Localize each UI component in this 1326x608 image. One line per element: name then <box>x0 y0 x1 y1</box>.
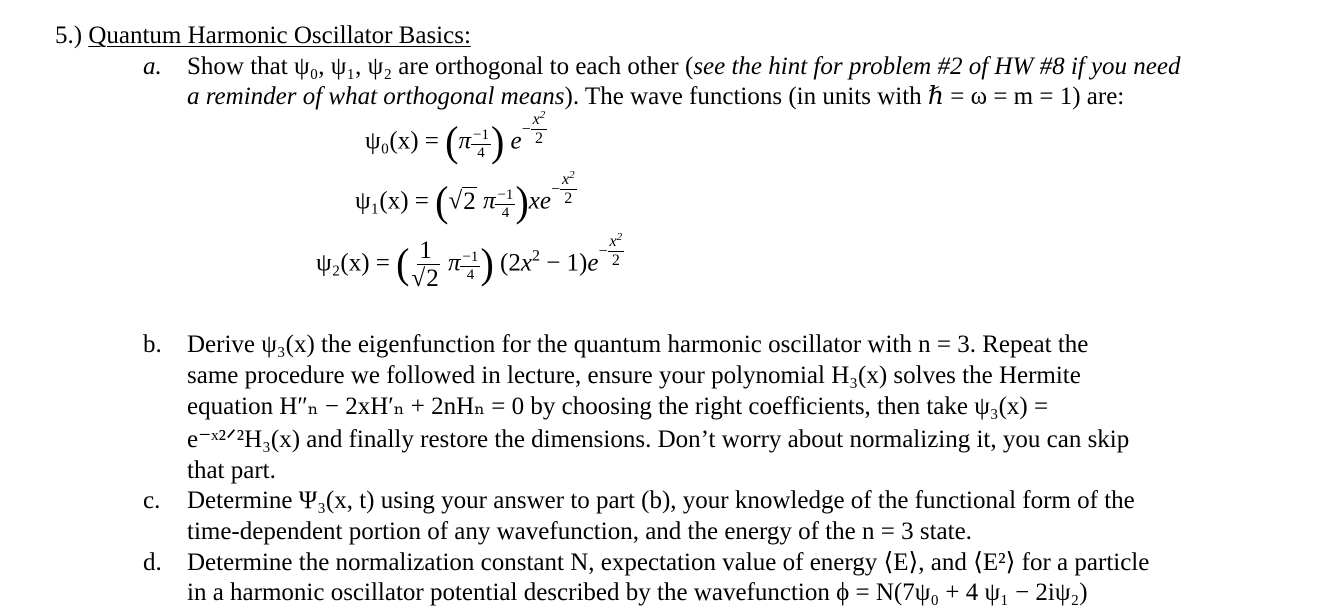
part-a-line2-text: ). The wave functions (in units with ℏ = ω = m = 1) are: <box>564 83 1125 110</box>
part-d-line2: in a harmonic oscillator potential described by the wavefunction ϕ = N(7ψ₀ + 4 ψ₁ − 2iψ₂) <box>187 579 1088 606</box>
psi2-lhs: ψ₂(x) = <box>316 249 390 277</box>
part-a-label: a. <box>143 53 162 80</box>
part-c-label: c. <box>143 487 161 514</box>
part-a-line1 <box>187 51 1181 82</box>
equation-psi2: ψ₂(x) = ( $\frac{1}{√2}$ π $\frac{-1}{4}$ ) $(2x^2 - 1)e-$ $\frac{x^2}{2}$ <box>316 231 623 293</box>
part-b-line1: Derive ψ₃(x) the eigenfunction for the quantum harmonic oscillator with n = 3. Repeat the <box>187 331 1089 358</box>
problem-number: 5.) <box>55 22 83 49</box>
part-b-label: b. <box>143 331 162 358</box>
part-d-line1: Determine the normalization constant N, expectation value of energy ⟨E⟩, and ⟨E²⟩ for a particle <box>187 549 1150 576</box>
part-c-line1: Determine Ψ₃(x, t) using your answer to part (b), your knowledge of the functional form of the <box>187 487 1135 514</box>
problem-title: Quantum Harmonic Oscillator Basics: <box>88 22 471 49</box>
part-b-line4: e⁻ˣ²ᐟ²H₃(x) and finally restore the dimensions. Don’t worry about normalizing it, you can skip <box>187 426 1130 453</box>
psi0-lhs: ψ₀(x) = <box>365 127 439 155</box>
part-b-line2: same procedure we followed in lecture, ensure your polynomial H₃(x) solves the Hermite <box>187 362 1081 389</box>
equation-psi0: ψ₀(x) = (π $\frac{-1}{4}$ ) e− $\frac{x^2}{2}$ <box>365 109 546 165</box>
part-c-line2: time-dependent portion of any wavefunction, and the energy of the n = 3 state. <box>187 518 972 545</box>
psi1-lhs: ψ₁(x) = <box>355 187 429 215</box>
part-b-line5: that part. <box>187 457 276 484</box>
part-a-line2 <box>187 81 1124 112</box>
part-a-line1-text: Show that ψ₀, ψ₁, ψ₂ are orthogonal to each other ( <box>187 53 694 80</box>
part-b-line3: equation H″ₙ − 2xH′ₙ + 2nHₙ = 0 by choosing the right coefficients, then take ψ₃(x) = <box>187 393 1049 420</box>
equation-psi1: ψ₁(x) = (√2 π $\frac{-1}{4}$ )xe− $\frac{x^2}{2}$ <box>355 169 575 225</box>
problem-header <box>55 20 471 51</box>
part-d-label: d. <box>143 549 162 576</box>
part-a-line2-hint: a reminder of what orthogonal means <box>187 83 565 110</box>
part-a-line1-hint: see the hint for problem #2 of HW #8 if you need <box>693 53 1181 80</box>
